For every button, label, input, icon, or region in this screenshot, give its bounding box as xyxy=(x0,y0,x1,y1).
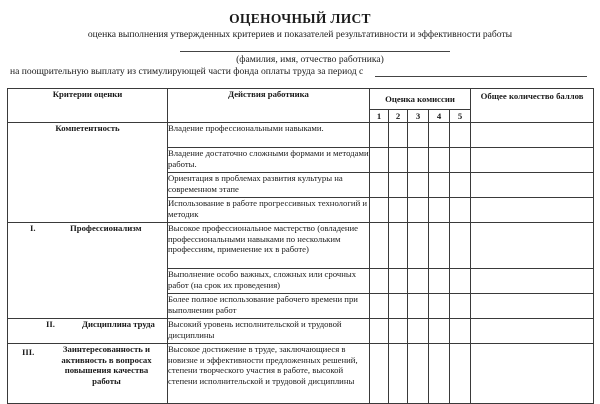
period-line xyxy=(375,76,587,77)
score-cell[interactable] xyxy=(429,173,450,198)
score-cell[interactable] xyxy=(370,198,389,223)
score-cell[interactable] xyxy=(408,294,429,319)
score-cell[interactable] xyxy=(429,269,450,294)
score-cell[interactable] xyxy=(370,148,389,173)
action-cell: Более полное использование рабочего времени при выполнении работ xyxy=(168,294,370,319)
score-cell[interactable] xyxy=(408,198,429,223)
header-actions: Действия работника xyxy=(168,89,370,123)
score-cell[interactable] xyxy=(450,148,471,173)
score-cell[interactable] xyxy=(389,344,408,404)
total-cell[interactable] xyxy=(471,344,594,404)
header-total: Общее количество баллов xyxy=(471,89,594,123)
score-cell[interactable] xyxy=(370,294,389,319)
criterion-label: Дисциплина труда xyxy=(82,319,155,329)
score-cell[interactable] xyxy=(389,269,408,294)
score-cell[interactable] xyxy=(429,319,450,344)
criterion-label: Профессионализм xyxy=(70,223,142,233)
employee-name-caption: (фамилия, имя, отчество работника) xyxy=(236,54,384,65)
score-cell[interactable] xyxy=(408,123,429,148)
score-cell[interactable] xyxy=(450,198,471,223)
score-cell[interactable] xyxy=(389,148,408,173)
score-cell[interactable] xyxy=(389,173,408,198)
action-cell: Выполнение особо важных, сложных или срочных работ (на срок их проведения) xyxy=(168,269,370,294)
score-cell[interactable] xyxy=(370,344,389,404)
employee-name-line xyxy=(180,51,450,52)
criterion-discipline xyxy=(8,319,168,344)
action-cell: Владение профессиональными навыками. xyxy=(168,123,370,148)
score-cell[interactable] xyxy=(370,223,389,269)
action-cell: Высокий уровень исполнительской и трудовой дисциплины xyxy=(168,319,370,344)
total-cell[interactable] xyxy=(471,123,594,148)
score-cell[interactable] xyxy=(408,319,429,344)
criterion-competence: Компетентность xyxy=(8,123,168,223)
score-number: 2 xyxy=(389,110,408,123)
score-cell[interactable] xyxy=(370,123,389,148)
score-cell[interactable] xyxy=(408,223,429,269)
criterion-label: Заинтересованность и активность в вопросах повышения качества работы xyxy=(61,344,152,386)
table-row xyxy=(8,223,594,269)
score-cell[interactable] xyxy=(370,173,389,198)
action-cell: Владение достаточно сложными формами и методами работы. xyxy=(168,148,370,173)
score-cell[interactable] xyxy=(429,148,450,173)
total-cell[interactable] xyxy=(471,269,594,294)
criterion-numeral: III. xyxy=(22,347,35,357)
score-cell[interactable] xyxy=(429,294,450,319)
total-cell[interactable] xyxy=(471,319,594,344)
criterion-interest xyxy=(8,344,168,404)
score-cell[interactable] xyxy=(450,269,471,294)
score-cell[interactable] xyxy=(450,319,471,344)
action-cell: Высокое достижение в труде, заключающиеся в новизне и эффективности предложенных решений, степени творческого участия в работе, высокой степени исполнительской и трудовой дисциплины xyxy=(168,344,370,404)
total-cell[interactable] xyxy=(471,294,594,319)
score-cell[interactable] xyxy=(429,223,450,269)
criterion-numeral: II. xyxy=(46,319,55,329)
score-number: 1 xyxy=(370,110,389,123)
score-cell[interactable] xyxy=(450,123,471,148)
document-title: ОЦЕНОЧНЫЙ ЛИСТ xyxy=(229,11,371,26)
score-cell[interactable] xyxy=(389,294,408,319)
criterion-professionalism xyxy=(8,223,168,319)
score-cell[interactable] xyxy=(450,294,471,319)
action-cell: Использование в работе прогрессивных технологий и методик xyxy=(168,198,370,223)
total-cell[interactable] xyxy=(471,198,594,223)
score-cell[interactable] xyxy=(450,223,471,269)
header-criteria: Критерии оценки xyxy=(8,89,168,123)
score-cell[interactable] xyxy=(429,198,450,223)
total-cell[interactable] xyxy=(471,173,594,198)
score-number: 5 xyxy=(450,110,471,123)
score-cell[interactable] xyxy=(389,123,408,148)
score-cell[interactable] xyxy=(429,344,450,404)
period-text: на поощрительную выплату из стимулирующей части фонда оплаты труда за период с xyxy=(10,66,364,77)
score-cell[interactable] xyxy=(370,319,389,344)
score-number: 4 xyxy=(429,110,450,123)
score-cell[interactable] xyxy=(389,223,408,269)
score-number: 3 xyxy=(408,110,429,123)
header-commission: Оценка комиссии xyxy=(370,89,471,110)
total-cell[interactable] xyxy=(471,148,594,173)
score-cell[interactable] xyxy=(450,344,471,404)
table-row xyxy=(8,319,594,344)
score-cell[interactable] xyxy=(450,173,471,198)
action-cell: Высокое профессиональное мастерство (овладение профессиональными навыками по нескольким профессиям, применение их в работе) xyxy=(168,223,370,269)
total-cell[interactable] xyxy=(471,223,594,269)
criterion-numeral: I. xyxy=(30,223,36,233)
action-cell: Ориентация в проблемах развития культуры на современном этапе xyxy=(168,173,370,198)
score-cell[interactable] xyxy=(408,344,429,404)
score-cell[interactable] xyxy=(389,319,408,344)
table-row xyxy=(8,344,594,404)
score-cell[interactable] xyxy=(408,148,429,173)
score-cell[interactable] xyxy=(389,198,408,223)
table-row xyxy=(8,123,594,148)
score-cell[interactable] xyxy=(370,269,389,294)
score-cell[interactable] xyxy=(429,123,450,148)
score-cell[interactable] xyxy=(408,173,429,198)
evaluation-table xyxy=(7,88,594,404)
score-cell[interactable] xyxy=(408,269,429,294)
document-subtitle: оценка выполнения утвержденных критериев и показателей результативности и эффективности работы xyxy=(87,29,513,40)
